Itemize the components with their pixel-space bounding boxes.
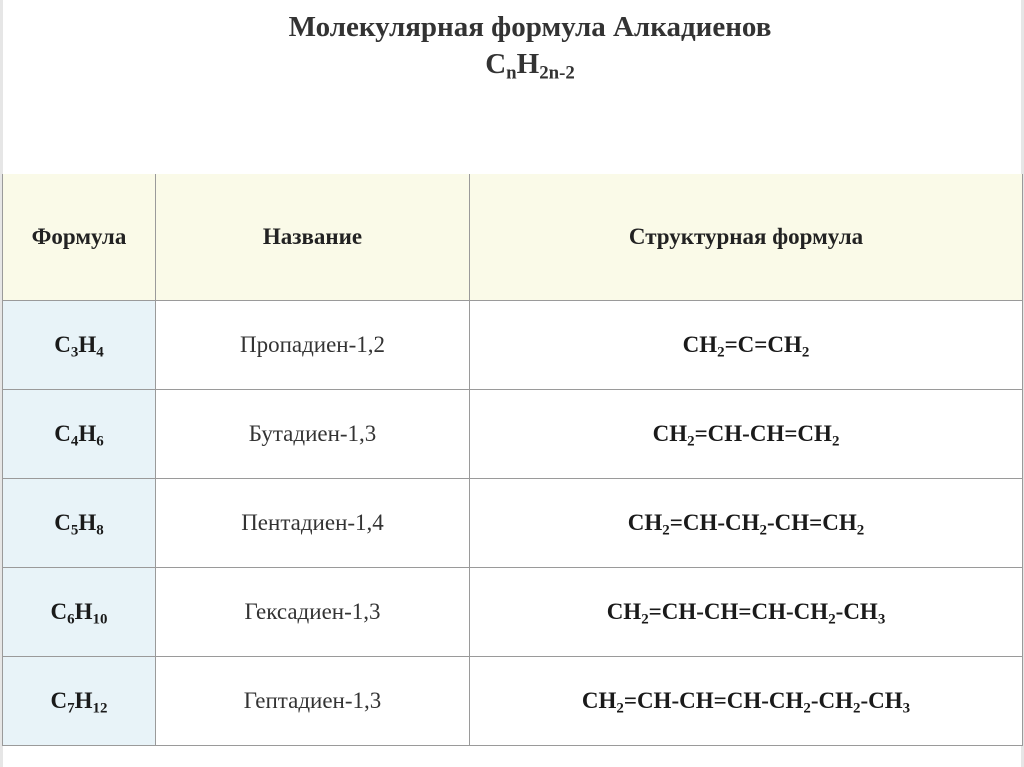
subscript: 12 — [92, 700, 108, 717]
subscript: 2 — [717, 344, 725, 361]
formula-text: CH — [682, 332, 718, 357]
formula-text: -CH — [835, 599, 878, 624]
header-formula: Формула — [3, 174, 156, 301]
general-formula — [0, 47, 1024, 82]
formula-text: -CH — [860, 688, 903, 713]
structural-formula-cell — [470, 301, 1023, 390]
table-row — [3, 390, 1023, 479]
formula-text: C — [50, 599, 68, 624]
subscript: 3 — [70, 344, 79, 361]
subscript: 3 — [877, 611, 886, 628]
table-row — [3, 301, 1023, 390]
molecular-formula-cell — [3, 479, 156, 568]
compound-name-cell: Пропадиен-1,2 — [156, 301, 470, 390]
formula-text: =CH-CH=CH — [694, 421, 832, 446]
subscript: 2 — [856, 522, 865, 539]
title-line: Молекулярная формула Алкадиенов — [288, 11, 772, 43]
formula-text: =CH-CH=CH-CH — [648, 599, 829, 624]
table-body — [3, 301, 1023, 746]
molecular-formula-cell — [3, 568, 156, 657]
general-formula-index: 2n-2 — [539, 62, 575, 84]
subscript: 5 — [70, 522, 79, 539]
subscript: 3 — [902, 700, 911, 717]
subscript: 4 — [70, 433, 79, 450]
formula-text: H — [78, 421, 97, 446]
formula-text: -CH=CH — [766, 510, 857, 535]
formula-text: C — [54, 510, 71, 535]
subscript: 2 — [687, 433, 695, 450]
table-row — [3, 568, 1023, 657]
general-formula-c: C — [485, 47, 507, 80]
subscript: 2 — [759, 522, 767, 539]
formula-text: C — [50, 688, 68, 713]
subscript: 2 — [831, 433, 840, 450]
subscript: 6 — [96, 433, 104, 450]
formula-text: C — [54, 332, 71, 357]
molecular-formula-cell — [3, 301, 156, 390]
molecular-formula-cell — [3, 657, 156, 746]
formula-text: C — [54, 421, 71, 446]
subscript: 2 — [616, 700, 624, 717]
subscript: 2 — [853, 700, 861, 717]
subscript: 2 — [801, 344, 810, 361]
subscript: 8 — [96, 522, 104, 539]
formula-text: -CH — [810, 688, 854, 713]
formula-text: H — [78, 510, 97, 535]
molecular-formula-cell — [3, 390, 156, 479]
subscript: 7 — [67, 700, 75, 717]
structural-formula-cell — [470, 568, 1023, 657]
formula-text: =CH-CH — [669, 510, 760, 535]
formula-text: H — [74, 599, 93, 624]
alkadienes-table — [2, 174, 1023, 746]
subscript: 10 — [92, 611, 108, 628]
table-row — [3, 657, 1023, 746]
table-row — [3, 479, 1023, 568]
general-formula-n: n — [506, 62, 517, 84]
subscript: 2 — [803, 700, 811, 717]
compound-name-cell: Пентадиен-1,4 — [156, 479, 470, 568]
structural-formula-cell — [470, 657, 1023, 746]
compound-name-cell: Бутадиен-1,3 — [156, 390, 470, 479]
subscript: 6 — [67, 611, 75, 628]
subscript: 2 — [641, 611, 649, 628]
formula-text: CH — [606, 599, 642, 624]
formula-text: =C=CH — [724, 332, 802, 357]
page-title — [0, 10, 1024, 82]
table-header-row — [3, 174, 1023, 301]
compound-name-cell: Гексадиен-1,3 — [156, 568, 470, 657]
header-name: Название — [156, 174, 470, 301]
header-structure: Структурная формула — [470, 174, 1023, 301]
subscript: 2 — [662, 522, 670, 539]
formula-text: CH — [652, 421, 688, 446]
compound-name-cell: Гептадиен-1,3 — [156, 657, 470, 746]
formula-text: =CH-CH=CH-CH — [623, 688, 804, 713]
subscript: 4 — [96, 344, 104, 361]
general-formula-h: H — [516, 47, 540, 80]
formula-text: CH — [581, 688, 617, 713]
formula-text: H — [74, 688, 93, 713]
structural-formula-cell — [470, 390, 1023, 479]
formula-text: CH — [627, 510, 663, 535]
structural-formula-cell — [470, 479, 1023, 568]
formula-text: H — [78, 332, 97, 357]
subscript: 2 — [828, 611, 836, 628]
